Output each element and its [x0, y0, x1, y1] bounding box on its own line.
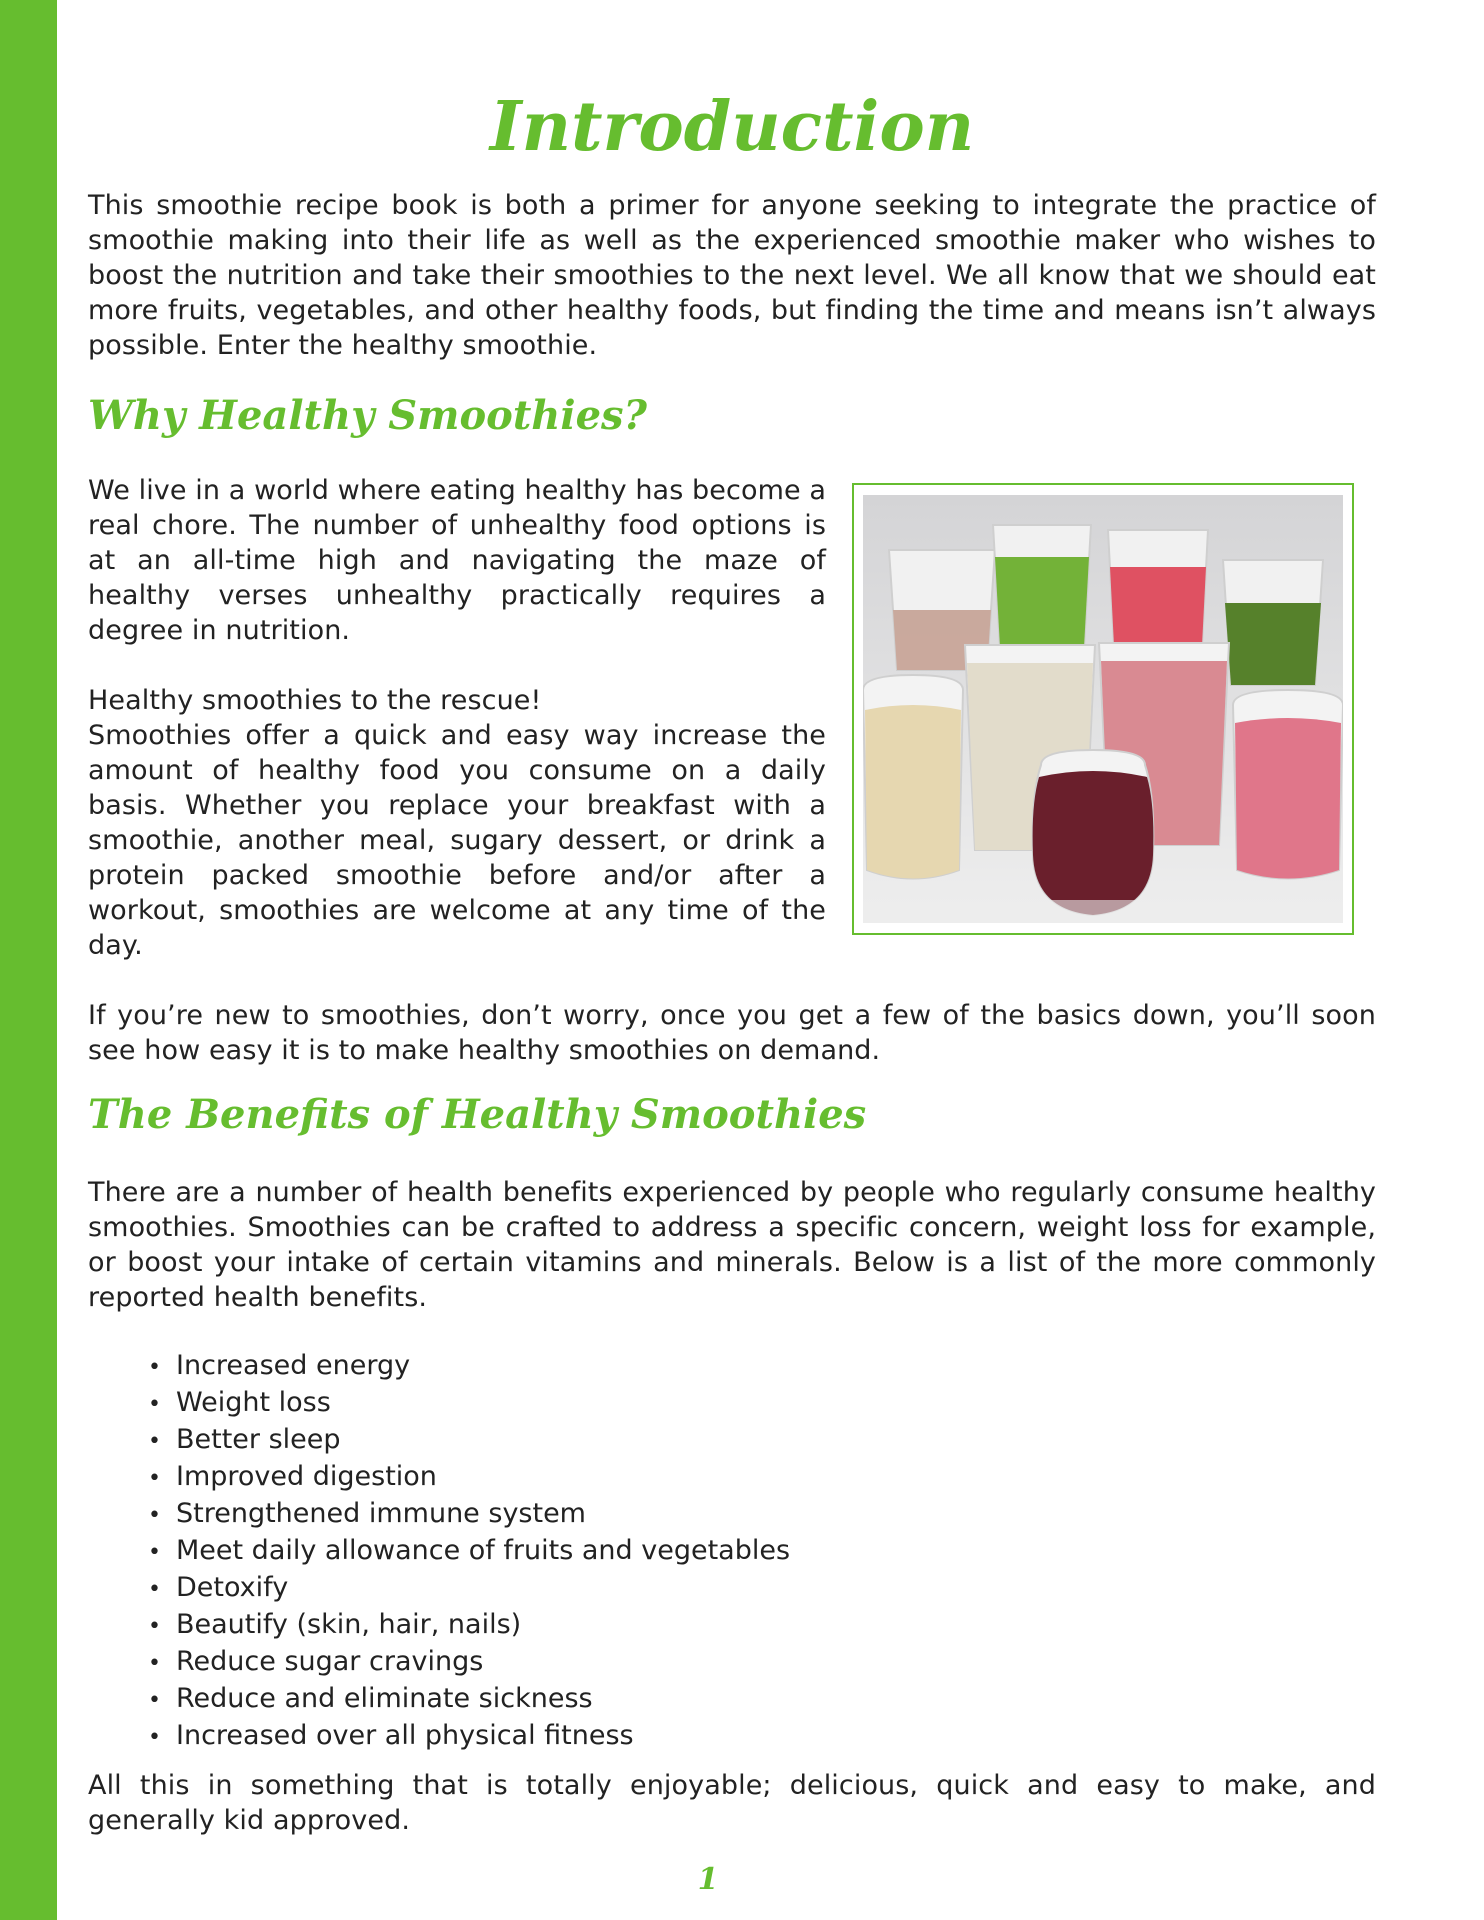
why-smoothies-paragraph-2 [88, 683, 826, 963]
why-smoothies-heading: Why Healthy Smoothies? [88, 392, 647, 439]
green-side-bar [0, 0, 57, 1920]
list-item: • Better sleep [148, 1422, 790, 1459]
new-to-smoothies-paragraph: If you’re new to smoothies, don’t worry, once you get a few of the basics down, you’ll soon see how easy it is to make healthy smoothies on demand. [88, 1000, 1376, 1066]
list-item: • Meet daily allowance of fruits and vegetables [148, 1533, 790, 1570]
list-item: • Improved digestion [148, 1459, 790, 1496]
smoothie-photo-frame [852, 483, 1354, 935]
page-title: Introduction [489, 87, 975, 167]
list-item: • Increased energy [148, 1348, 790, 1385]
closing-paragraph: All this in something that is totally enjoyable; delicious, quick and easy to make, and generally kid approved. [88, 1770, 1376, 1836]
benefits-list [148, 1348, 790, 1755]
rescue-line: Healthy smoothies to the rescue! [88, 685, 542, 716]
list-item: • Beautify (skin, hair, nails) [148, 1607, 790, 1644]
list-item: • Reduce and eliminate sickness [148, 1681, 790, 1718]
benefits-intro-paragraph: There are a number of health benefits experienced by people who regularly consume healthy smoothies. Smoothies can be crafted to address a specific concern, weight loss for example, or boost your intake of certain vitamins and minerals. Below is a list of the more commonly reported health benefits. [88, 1177, 1376, 1313]
why-smoothies-paragraph-1: We live in a world where eating healthy has become a real chore. The number of unhealthy food options is at an all-time high and navigating the maze of healthy verses unhealthy practically requires a degree in nutrition. [88, 475, 827, 646]
why-smoothies-paragraph-2-body: Smoothies offer a quick and easy way increase the amount of healthy food you consume on a daily basis. Whether you replace your breakfast with a smoothie, another meal, sugary dessert, or drink a protein packed smoothie before and/or after a workout, smoothies are welcome at any time of the day. [88, 720, 826, 961]
list-item: • Reduce sugar cravings [148, 1644, 790, 1681]
smoothie-glasses-photo [863, 495, 1343, 923]
list-item: • Increased over all physical fitness [148, 1718, 790, 1755]
benefits-heading: The Benefits of Healthy Smoothies [88, 1091, 867, 1138]
intro-paragraph: This smoothie recipe book is both a primer for anyone seeking to integrate the practice of smoothie making into their life as well as the experienced smoothie maker who wishes to boost the nutrition and take their smoothies to the next level. We all know that we should eat more fruits, vegetables, and other healthy foods, but finding the time and means isn’t always possible. Enter the healthy smoothie. [88, 190, 1376, 361]
page-number: 1 [697, 1862, 719, 1897]
list-item: • Strengthened immune system [148, 1496, 790, 1533]
list-item: • Weight loss [148, 1385, 790, 1422]
list-item: • Detoxify [148, 1570, 790, 1607]
